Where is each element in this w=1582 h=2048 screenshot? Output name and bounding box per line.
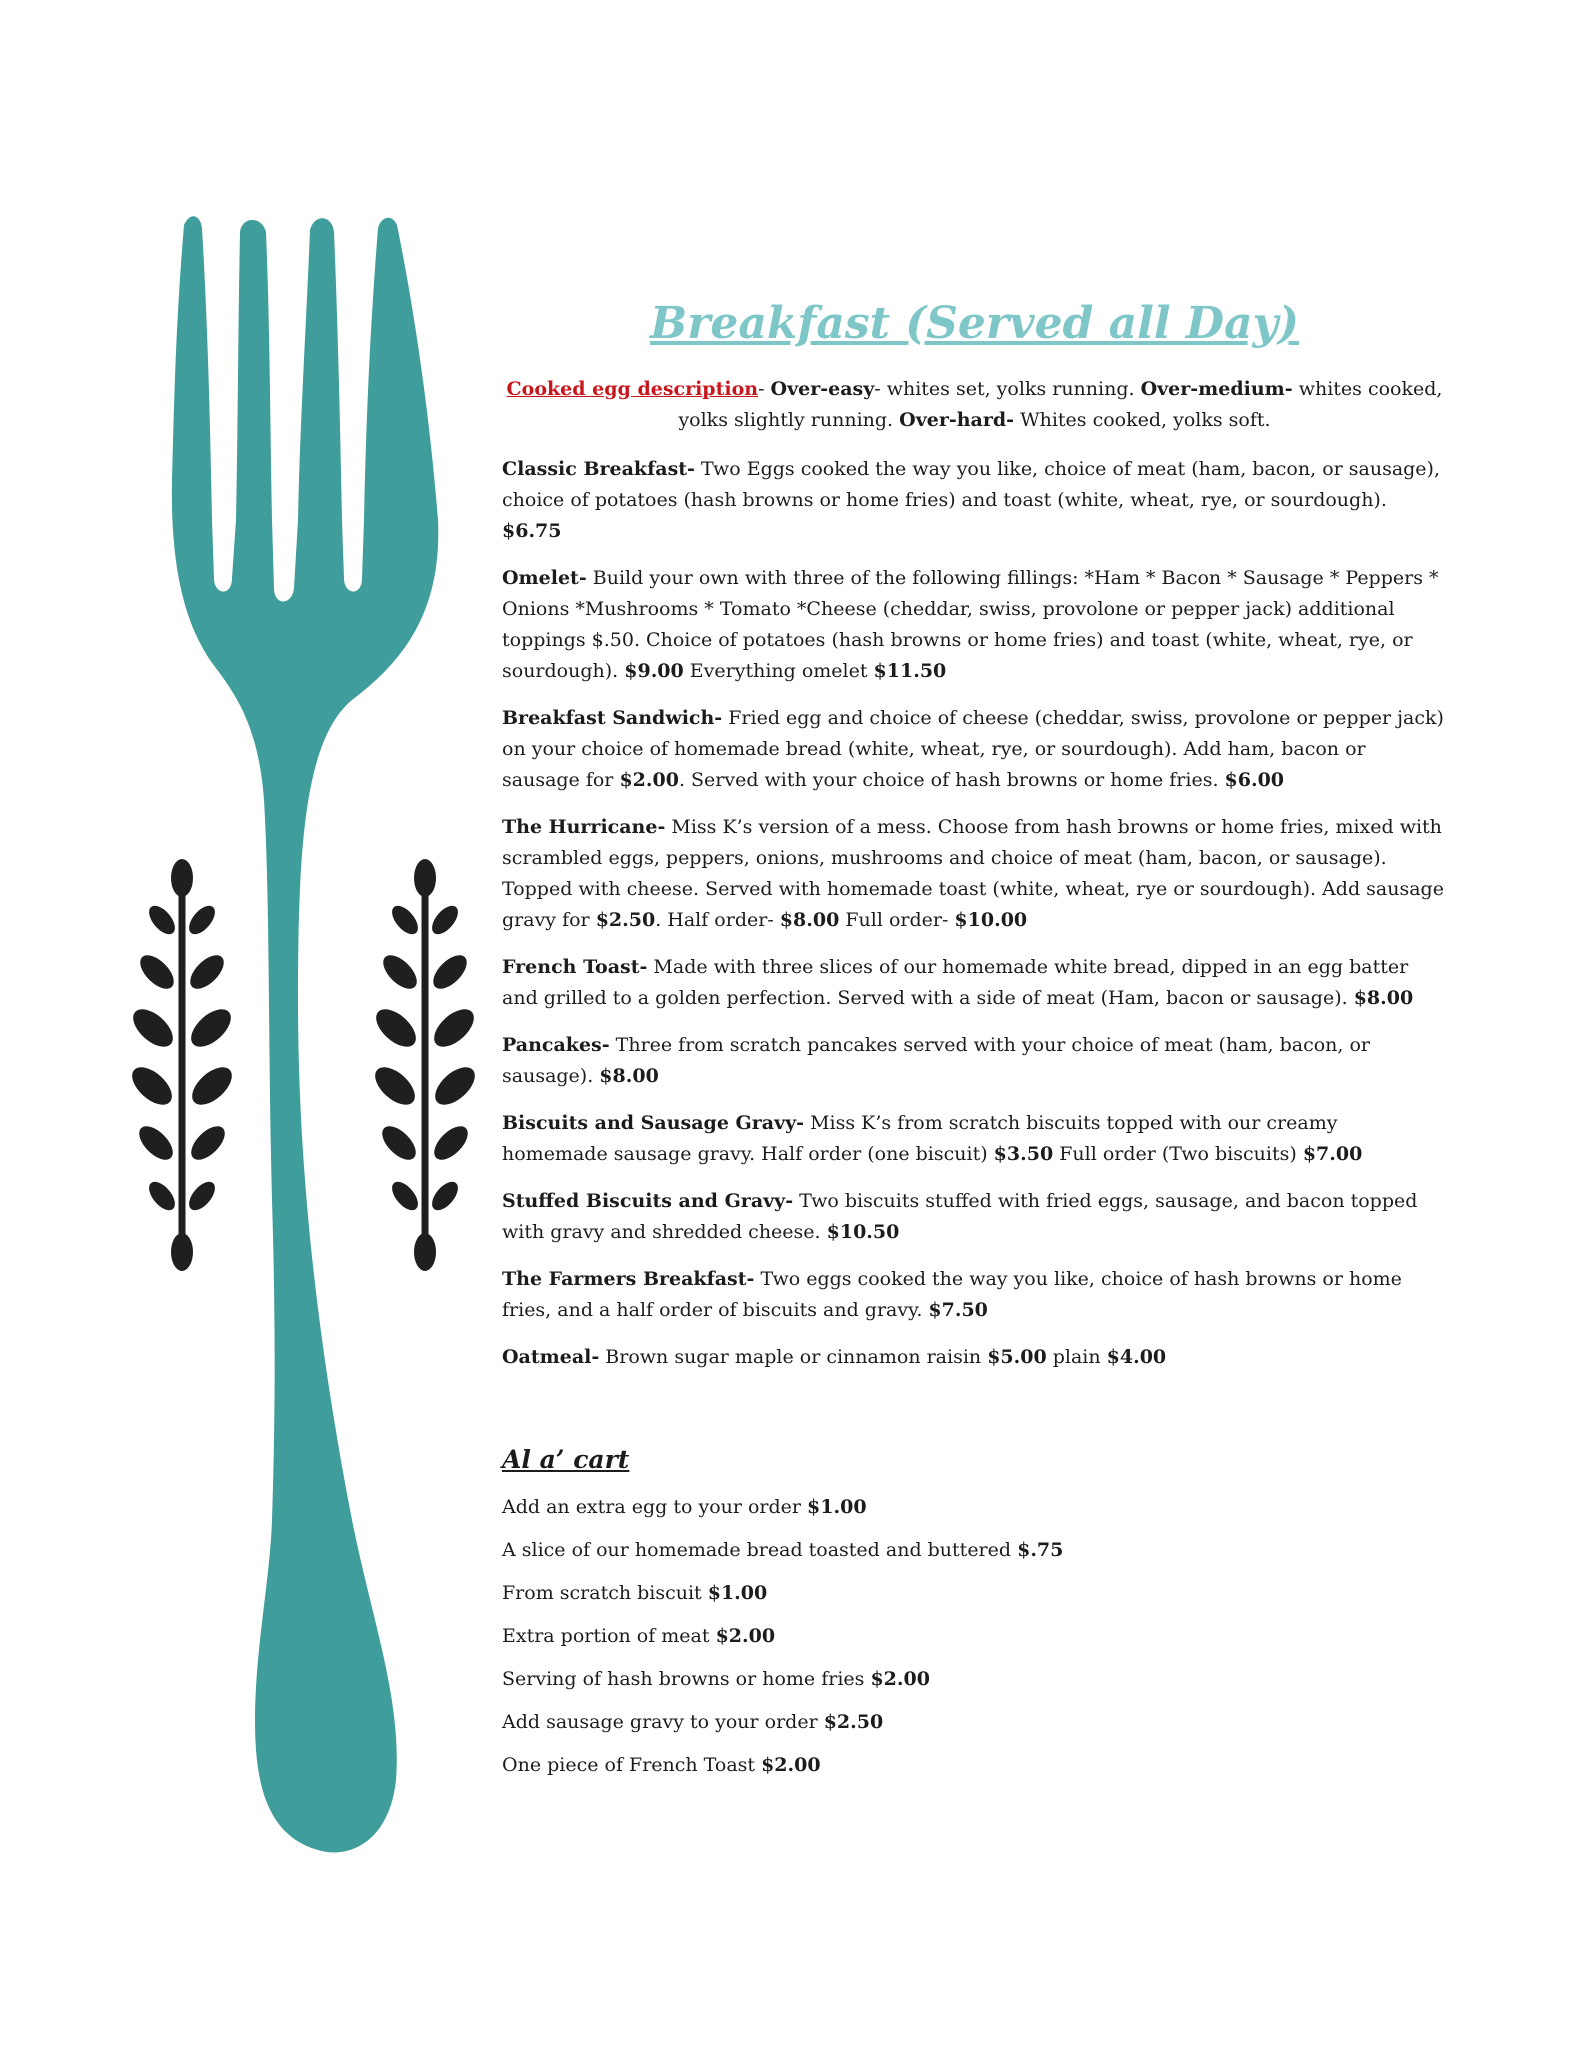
item-extra: Everything omelet: [683, 660, 874, 683]
item-plain-price: $4.00: [1106, 1346, 1167, 1369]
item-name: The Hurricane-: [502, 816, 666, 839]
item-gravy-price: $2.50: [595, 909, 656, 932]
alacart-price: $2.00: [761, 1754, 821, 1777]
item-name: Biscuits and Sausage Gravy-: [502, 1112, 805, 1135]
item-price: $6.75: [502, 520, 562, 543]
item-name: Stuffed Biscuits and Gravy-: [502, 1190, 794, 1213]
item-price: $7.50: [928, 1299, 988, 1322]
over-medium-text: whites cooked, yolks slightly running.: [678, 378, 1443, 432]
item-half-price: $8.00: [779, 909, 840, 932]
item-desc: Fried egg and choice of cheese (cheddar, swiss, provolone or pepper jack) on your choice of homemade bread (white, wheat, rye, or sourdough). Add ham, bacon or sausage for: [502, 707, 1444, 792]
alacart-line-gravy: [502, 1707, 1447, 1738]
over-hard-label: Over-hard-: [899, 409, 1015, 432]
alacart-price: $1.00: [707, 1582, 768, 1605]
over-easy-text: - whites set, yolks running.: [874, 378, 1141, 401]
item-desc: Two biscuits stuffed with fried eggs, sausage, and bacon topped with gravy and shredded cheese.: [502, 1190, 1418, 1244]
egg-sep: -: [758, 378, 771, 401]
item-name: French Toast-: [502, 956, 648, 979]
item-extra-price: $11.50: [873, 660, 947, 683]
alacart-text: Extra portion of meat: [502, 1625, 716, 1648]
item-desc-2: . Served with your choice of hash browns or home fries.: [678, 769, 1225, 792]
menu-item-french-toast: [502, 952, 1447, 1014]
over-medium-label: Over-medium-: [1140, 378, 1293, 401]
item-price: $8.00: [599, 1065, 659, 1088]
alacart-price: $1.00: [807, 1496, 867, 1519]
item-name: Classic Breakfast-: [502, 458, 695, 481]
alacart-text: One piece of French Toast: [502, 1754, 762, 1777]
menu-item-breakfast-sandwich: [502, 703, 1447, 796]
alacart-line-french-toast: [502, 1750, 1447, 1781]
item-full-label: Full order (Two biscuits): [1053, 1143, 1303, 1166]
item-price: $5.00: [987, 1346, 1047, 1369]
item-price: $9.00: [624, 660, 684, 683]
egg-description: [502, 374, 1447, 436]
right-branch-icon: [368, 859, 481, 1271]
item-desc: Brown sugar maple or cinnamon raisin: [599, 1346, 988, 1369]
alacart-text: Serving of hash browns or home fries: [502, 1668, 871, 1691]
item-name: Omelet-: [502, 567, 587, 590]
menu-item-omelet: [502, 563, 1447, 687]
item-price: $8.00: [1353, 987, 1414, 1010]
item-plain-label: plain: [1046, 1346, 1107, 1369]
alacart-line-meat: [502, 1621, 1447, 1652]
alacart-heading: Al a’ cart: [502, 1445, 630, 1475]
item-half-price: $3.50: [993, 1143, 1054, 1166]
menu-item-stuffed-biscuits: [502, 1186, 1447, 1248]
item-desc: Build your own with three of the following fillings: *Ham * Bacon * Sausage * Peppers * Onions *Mushrooms * Tomato *Cheese (cheddar, swiss, provolone or pepper jack) additional toppings $.50. Choice of potatoes (hash browns or home fries) and toast (white, wheat, rye, or sourdough).: [502, 567, 1439, 683]
alacart-line-potatoes: [502, 1664, 1447, 1695]
item-addon-price: $2.00: [619, 769, 679, 792]
menu-item-oatmeal: [502, 1342, 1447, 1373]
item-desc: Made with three slices of our homemade white bread, dipped in an egg batter and grilled to a golden perfection. Served with a side of meat (Ham, bacon or sausage).: [502, 956, 1409, 1010]
alacart-price: $2.00: [715, 1625, 776, 1648]
alacart-text: Add an extra egg to your order: [502, 1496, 808, 1519]
item-desc: Miss K’s version of a mess. Choose from hash browns or home fries, mixed with scrambled eggs, peppers, onions, mushrooms and choice of meat (ham, bacon, or sausage). Topped with cheese. Served with homemade toast (white, wheat, rye or sourdough). Add sausage gravy for: [502, 816, 1444, 932]
menu-content: [502, 300, 1447, 1793]
item-price: $10.50: [826, 1221, 900, 1244]
alacart-text: A slice of our homemade bread toasted and buttered: [502, 1539, 1018, 1562]
over-easy-label: Over-easy: [770, 378, 875, 401]
item-full-label: Full order-: [839, 909, 955, 932]
item-half-label: . Half order-: [655, 909, 780, 932]
item-name: Oatmeal-: [502, 1346, 600, 1369]
item-name: The Farmers Breakfast-: [502, 1268, 755, 1291]
item-desc: Two Eggs cooked the way you like, choice of meat (ham, bacon, or sausage), choice of potatoes (hash browns or home fries) and toast (white, wheat, rye, or sourdough).: [502, 458, 1441, 512]
menu-item-pancakes: [502, 1030, 1447, 1092]
menu-item-classic-breakfast: [502, 454, 1447, 547]
item-desc: Three from scratch pancakes served with your choice of meat (ham, bacon, or sausage).: [502, 1034, 1371, 1088]
item-name: Pancakes-: [502, 1034, 610, 1057]
menu-item-farmers-breakfast: [502, 1264, 1447, 1326]
alacart-text: From scratch biscuit: [502, 1582, 708, 1605]
alacart-price: $2.50: [823, 1711, 884, 1734]
alacart-line-extra-egg: [502, 1492, 1447, 1523]
item-full-price: $7.00: [1302, 1143, 1363, 1166]
alacart-line-biscuit: [502, 1578, 1447, 1609]
item-desc: Miss K’s from scratch biscuits topped with our creamy homemade sausage gravy. Half order (one biscuit): [502, 1112, 1338, 1166]
page-title: Breakfast (Served all Day): [650, 298, 1299, 349]
item-full-price: $10.00: [954, 909, 1028, 932]
item-desc: Two eggs cooked the way you like, choice of hash browns or home fries, and a half order of biscuits and gravy.: [502, 1268, 1402, 1322]
left-branch-icon: [125, 859, 238, 1271]
alacart-price: $.75: [1017, 1539, 1064, 1562]
alacart-line-bread: [502, 1535, 1447, 1566]
egg-description-label: Cooked egg description: [506, 378, 759, 401]
item-name: Breakfast Sandwich-: [502, 707, 723, 730]
alacart-text: Add sausage gravy to your order: [502, 1711, 824, 1734]
item-price: $6.00: [1224, 769, 1285, 792]
menu-item-biscuits-gravy: [502, 1108, 1447, 1170]
alacart-price: $2.00: [870, 1668, 930, 1691]
over-hard-text: Whites cooked, yolks soft.: [1014, 409, 1271, 432]
menu-item-hurricane: [502, 812, 1447, 936]
